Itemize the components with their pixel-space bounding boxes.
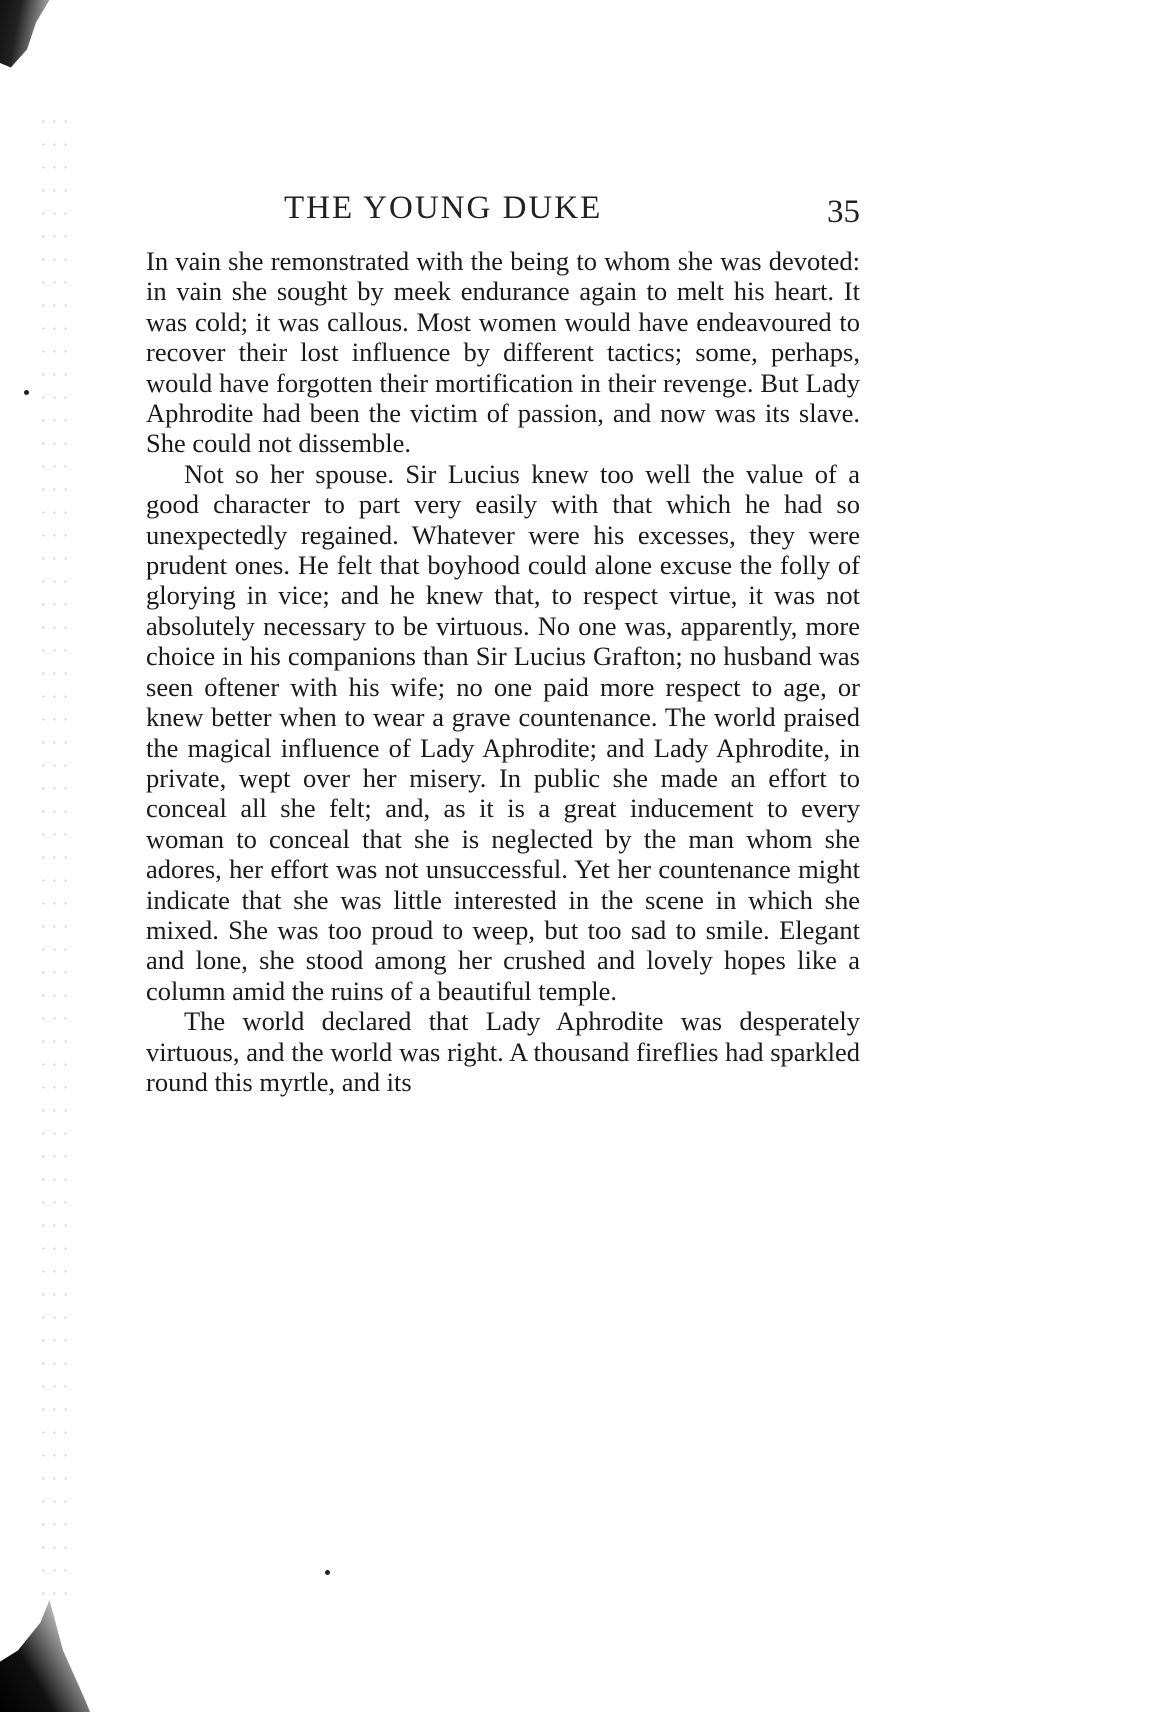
paragraph: Not so her spouse. Sir Lucius knew too well the value of a good character to part very easily with that which he had so unexpectedly regained. Whatever were his excesses, they were prudent ones. He felt that boyhood could alone excuse the folly of glorying in vice; and he knew that, to respect virtue, it was not absolutely necessary to be virtuous. No one was, apparently, more choice in his companions than Sir Lucius Grafton; no husband was seen oftener with his wife; no one paid more respect to age, or knew better when to wear a grave countenance. The world praised the magical influence of Lady Aphrodite; and Lady Aphrodite, in private, wept over her misery. In public she made an effort to conceal all she felt; and, as it is a great inducement to every woman to conceal that she is neglected by the man whom she adores, her effort was not unsuccessful. Yet her countenance might indicate that she was little interested in the scene in which she mixed. She was too proud to weep, but too sad to smile. Elegant and lone, she stood among her crushed and lovely hopes like a column amid the ruins of a beautiful temple. [146,458,860,1006]
page-header [146,190,860,246]
scan-edge-bottom [0,1600,90,1712]
paragraph: In vain she remonstrated with the being to whom she was devoted: in vain she sought by meek endurance again to melt his heart. It was cold; it was callous. Most women would have endeavoured to recover their lost influence by different tactics; some, perhaps, would have forgotten their mortification in their revenge. But Lady Aphrodite had been the victim of passion, and now was its slave. She could not dissemble. [146,246,860,459]
body-text [146,246,860,1097]
scan-speckle-strip [38,110,68,1610]
paragraph: The world declared that Lady Aphrodite was desperately virtuous, and the world was right. A thousand fireflies had sparkled round this myrtle, and its [146,1006,860,1097]
ink-speck [24,390,29,395]
running-title: THE YOUNG DUKE [284,190,603,226]
page-number: 35 [827,194,860,230]
book-page [146,190,860,1097]
ink-speck [325,1570,330,1575]
scan-edge-top [0,0,90,90]
